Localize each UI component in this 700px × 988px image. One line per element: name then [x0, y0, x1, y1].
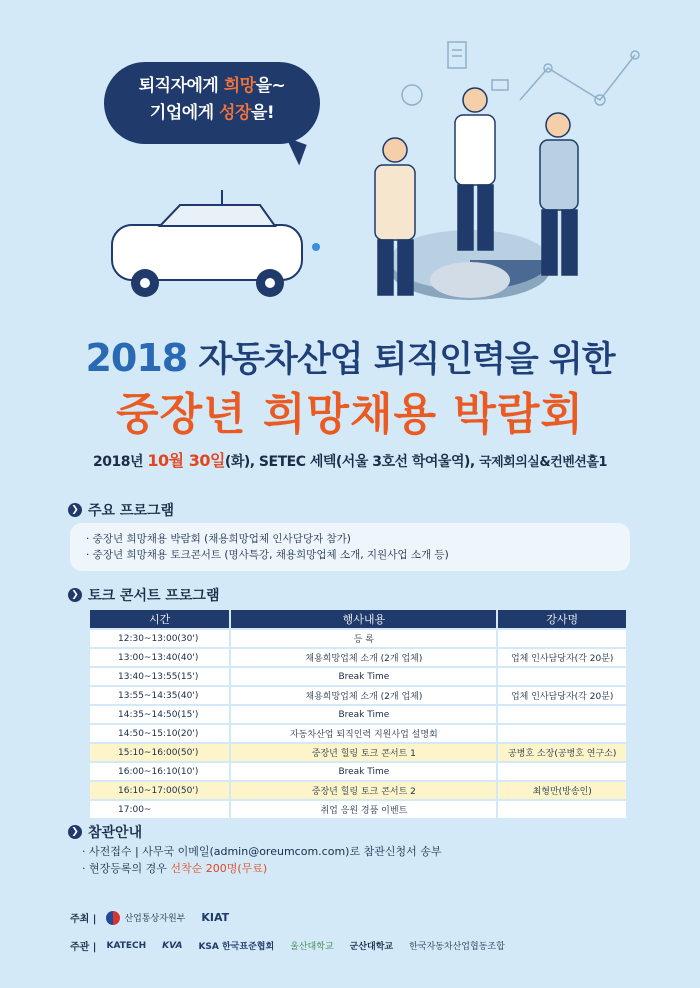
attendance-highlight: 선착순 200명(무료) — [170, 862, 268, 875]
table-cell-event: 중장년 힐링 토크 콘서트 2 — [231, 782, 496, 799]
footer — [0, 900, 700, 988]
table-cell-time: 16:10~17:00(50') — [90, 782, 229, 799]
bubble-text: 을! — [250, 103, 275, 123]
table-cell-speaker: 최형만(방송인) — [498, 782, 626, 799]
table-row — [90, 763, 626, 780]
table-cell-time: 14:50~15:10(20') — [90, 725, 229, 742]
bubble-text: 퇴직자에게 — [138, 76, 224, 96]
event-day-location: (화), SETEC 세텍(서울 3호선 학여울역), — [224, 454, 480, 470]
table-cell-speaker — [498, 630, 626, 647]
host-name: 산업통상자원부 — [124, 914, 186, 924]
table-cell-time: 13:55~14:35(40') — [90, 687, 229, 704]
organizer-logo: 한국자동차산업협동조합 — [409, 942, 505, 952]
program-item: · 중장년 희망채용 토크콘서트 (명사특강, 채용희망업체 소개, 지원사업 소개 등) — [86, 549, 449, 561]
host-logo — [106, 911, 185, 925]
event-venue: 국제회의실&컨벤션홀1 — [479, 455, 607, 470]
table-cell-event: Break Time — [231, 706, 496, 723]
attendance-info — [82, 843, 441, 877]
attendance-heading — [68, 822, 142, 842]
illustration-svg — [0, 0, 700, 320]
bubble-highlight: 성장 — [219, 103, 251, 123]
table-cell-speaker — [498, 725, 626, 742]
section-title: 토크 콘서트 프로그램 — [88, 588, 220, 604]
host-row — [70, 910, 245, 925]
table-cell-event: 등 록 — [231, 630, 496, 647]
main-program-heading — [68, 500, 174, 520]
column-header: 시간 — [90, 610, 229, 628]
table-cell-event: 중장년 힐링 토크 콘서트 1 — [231, 744, 496, 761]
organizer-row — [70, 938, 521, 953]
table-cell-speaker — [498, 668, 626, 685]
table-cell-event: 채용희망업체 소개 (2개 업체) — [231, 687, 496, 704]
table-cell-event: 취업 응원 경품 이벤트 — [231, 801, 496, 818]
table-row — [90, 668, 626, 685]
taegeuk-icon — [106, 911, 120, 925]
title-year: 2018 — [85, 336, 188, 380]
table-cell-event: 자동차산업 퇴직인력 지원사업 설명회 — [231, 725, 496, 742]
column-header: 행사내용 — [231, 610, 496, 628]
table-row — [90, 725, 626, 742]
table-row — [90, 649, 626, 666]
table-row — [90, 801, 626, 818]
organizer-logo: 울산대학교 — [290, 942, 334, 952]
speech-bubble — [104, 62, 320, 144]
host-logo: KIAT — [201, 911, 230, 924]
chevron-right-icon: ❯ — [68, 503, 82, 517]
table-cell-time: 12:30~13:00(30') — [90, 630, 229, 647]
chevron-right-icon: ❯ — [68, 588, 82, 602]
title-line-2: 중장년 희망채용 박람회 — [116, 389, 584, 440]
title-subject: 자동차산업 퇴직인력을 위한 — [187, 340, 615, 380]
program-item: · 중장년 희망채용 박람회 (채용희망업체 인사담당자 참가) — [86, 533, 351, 545]
table-cell-speaker: 공병호 소장(공병호 연구소) — [498, 744, 626, 761]
table-cell-time: 14:35~14:50(15') — [90, 706, 229, 723]
table-row — [90, 782, 626, 799]
table-cell-event: 채용희망업체 소개 (2개 업체) — [231, 649, 496, 666]
table-cell-event: Break Time — [231, 763, 496, 780]
attendance-line: · 사전접수 | 사무국 이메일(admin@oreumcom.com)로 참관신청서 송부 — [82, 845, 442, 858]
table-cell-time: 16:00~16:10(10') — [90, 763, 229, 780]
section-title: 주요 프로그램 — [88, 503, 175, 519]
organizer-logo: KVA — [162, 940, 183, 951]
table-cell-event: Break Time — [231, 668, 496, 685]
schedule-table — [88, 608, 628, 820]
organizer-logo: KSA 한국표준협회 — [198, 942, 275, 952]
event-date: 10월 30일 — [147, 451, 225, 470]
table-cell-speaker — [498, 706, 626, 723]
title-line-1 — [0, 332, 700, 382]
table-cell-time: 17:00~ — [90, 801, 229, 818]
organizer-logo: 군산대학교 — [349, 942, 394, 952]
date-prefix: 2018년 — [93, 454, 148, 470]
bubble-text: 을~ — [255, 76, 286, 96]
attendance-text: · 현장등록의 경우 — [82, 862, 171, 875]
organizer-logo: KATECH — [106, 940, 147, 951]
bubble-highlight: 희망 — [223, 76, 256, 96]
attendance-line — [82, 860, 441, 877]
table-cell-speaker — [498, 801, 626, 818]
table-row — [90, 630, 626, 647]
section-title: 참관안내 — [88, 825, 143, 841]
table-cell-speaker: 업체 인사담당자(각 20분) — [498, 649, 626, 666]
table-cell-speaker: 업체 인사담당자(각 20분) — [498, 687, 626, 704]
table-cell-time: 15:10~16:00(50') — [90, 744, 229, 761]
organizer-label: 주관 | — [70, 942, 97, 953]
talk-concert-heading — [68, 585, 219, 605]
host-label: 주최 | — [70, 914, 97, 925]
table-row — [90, 744, 626, 761]
table-cell-speaker — [498, 763, 626, 780]
event-dateline — [0, 448, 700, 471]
main-program-box — [70, 523, 630, 571]
car-icon — [112, 190, 320, 297]
table-cell-time: 13:40~13:55(15') — [90, 668, 229, 685]
column-header: 강사명 — [498, 610, 626, 628]
table-cell-time: 13:00~13:40(40') — [90, 649, 229, 666]
bubble-text: 기업에게 — [149, 103, 220, 123]
table-row — [90, 706, 626, 723]
chevron-right-icon: ❯ — [68, 825, 82, 839]
table-row — [90, 687, 626, 704]
hero-illustration — [0, 0, 700, 320]
